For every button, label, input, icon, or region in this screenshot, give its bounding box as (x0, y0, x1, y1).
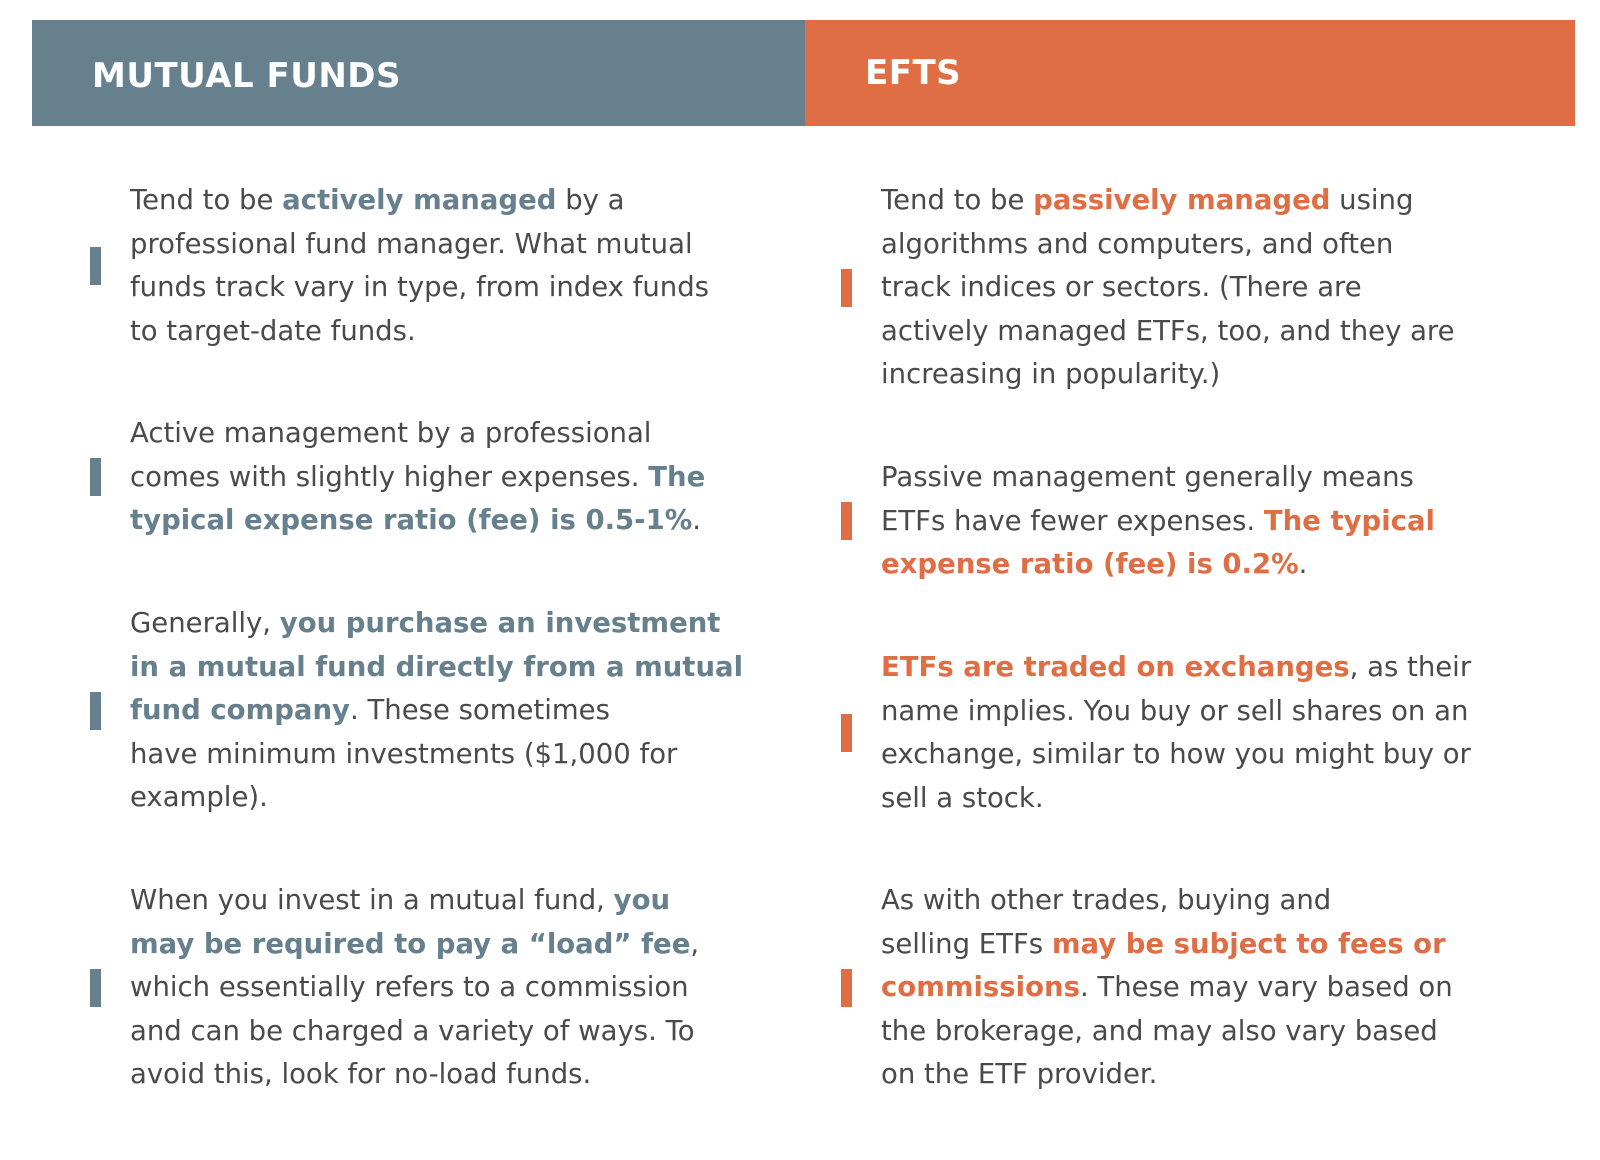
mutual-funds-item-2 (130, 412, 770, 543)
item-text: Tend to be actively managed by a professional fund manager. What mutual funds track vary in type, from index funds to target-date funds. (130, 184, 710, 347)
etfs-item-3 (881, 646, 1521, 820)
bullet-marker (90, 969, 101, 1007)
mutual-funds-header (32, 20, 805, 126)
item-text: When you invest in a mutual fund, you may be required to pay a “load” fee, which essentially refers to a commission and can be charged a variety of ways. To avoid this, look for no-load funds. (130, 884, 700, 1090)
item-text: Active management by a professional comes with slightly higher expenses. The typical expense ratio (fee) is 0.5-1%. (130, 417, 706, 536)
item-text: Generally, you purchase an investment in a mutual fund directly from a mutual fund company. These sometimes have minimum investments ($1,000 for example). (130, 607, 744, 813)
mutual-funds-item-1 (130, 179, 770, 353)
etfs-item-2 (881, 456, 1521, 587)
mutual-funds-item-4 (130, 879, 770, 1097)
bullet-marker (841, 969, 852, 1007)
bullet-marker (841, 714, 852, 752)
item-text: Passive management generally means ETFs have fewer expenses. The typical expense ratio (fee) is 0.2%. (881, 461, 1435, 580)
etfs-header (805, 20, 1575, 126)
bullet-marker (90, 458, 101, 496)
mutual-funds-title: MUTUAL FUNDS (92, 56, 402, 96)
item-text: ETFs are traded on exchanges, as their name implies. You buy or sell shares on an exchange, similar to how you might buy or sell a stock. (881, 651, 1472, 814)
mutual-funds-item-3 (130, 602, 770, 820)
item-text: Tend to be passively managed using algorithms and computers, and often track indices or sectors. (There are actively managed ETFs, too, and they are increasing in popularity.) (881, 184, 1455, 390)
etfs-title: EFTS (865, 53, 962, 93)
etfs-item-4 (881, 879, 1521, 1097)
bullet-marker (90, 247, 101, 285)
etfs-item-1 (881, 179, 1521, 397)
bullet-marker (90, 692, 101, 730)
item-text: As with other trades, buying and selling ETFs may be subject to fees or commissions. These may vary based on the brokerage, and may also vary based on the ETF provider. (881, 884, 1453, 1090)
bullet-marker (841, 269, 852, 307)
bullet-marker (841, 502, 852, 540)
